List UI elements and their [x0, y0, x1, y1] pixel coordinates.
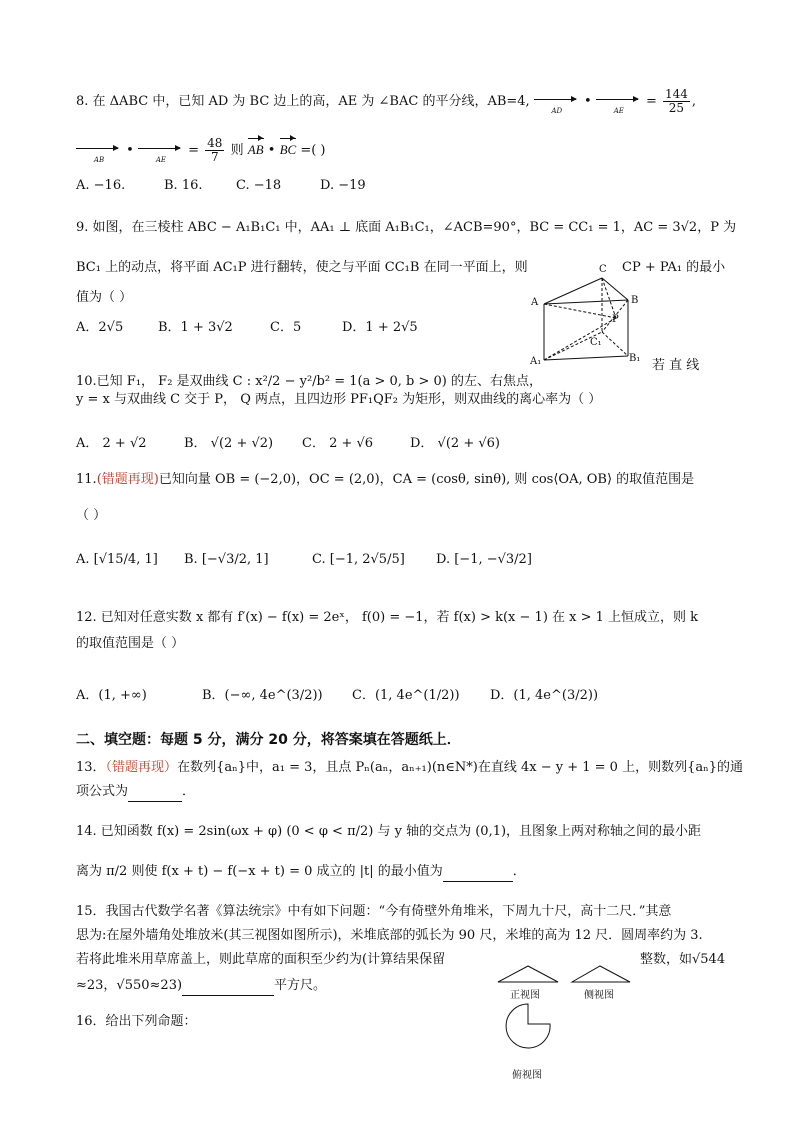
q10-tail-top: 若 直 线: [652, 358, 700, 373]
q12-option-b: B．(−∞, 4e^(3/2)): [202, 688, 323, 703]
q8-option-b: B. 16.: [164, 178, 203, 193]
q11-line1: 11.(错题再现)已知向量 OB = (−2,0)，OC = (2,0)，CA = (cosθ, sinθ), 则 cos⟨OA, OB⟩ 的取值范围是: [76, 472, 695, 487]
q10-option-c: C． 2 + √6: [302, 436, 374, 451]
q9-line1: 9. 如图，在三棱柱 ABC − A₁B₁C₁ 中，AA₁ ⊥ 底面 A₁B₁C₁，∠ACB=90°，BC = CC₁ = 1，AC = 3√2，P 为: [76, 220, 737, 235]
q14-answer-blank[interactable]: [443, 881, 513, 882]
vector-ab: AB: [76, 144, 122, 158]
q15-answer-blank[interactable]: [182, 995, 274, 996]
q10-line1: 10.已知 F₁， F₂ 是双曲线 C : x²/2 − y²/b² = 1(a > 0, b > 0) 的左、右焦点，: [76, 374, 542, 389]
q8-option-d: D. −19: [320, 178, 366, 193]
q13-line1: 13．（错题再现）在数列{aₙ}中，a₁ = 3，且点 Pₙ(aₙ，aₙ₊₁)(n∈N*)在直线 4x − y + 1 = 0 上，则数列{aₙ}的通: [76, 760, 743, 775]
q9-option-c: C．5: [270, 320, 302, 335]
top-view-label: 俯视图: [512, 1070, 542, 1081]
q11-line2: （ ）: [76, 508, 107, 523]
q15-line3: 若将此堆米用草席盖上，则此草席的面积至少约为(计算结果保留 整数，如√544: [76, 952, 726, 967]
q15-line1: 15．我国古代数学名著《算法统宗》中有如下问题：“今有倚壁外角堆米，下周九十尺，高十二尺．”其意: [76, 904, 672, 919]
q14-line1: 14. 已知函数 f(x) = 2sin(ωx + φ) (0 < φ < π/2) 与 y 轴的交点为 (0,1)，且图象上两对称轴之间的最小距: [76, 824, 702, 839]
q10-line2: y = x 与双曲线 C 交于 P， Q 两点，且四边形 PF₁QF₂ 为矩形，则双曲线的离心率为（ ）: [76, 392, 602, 407]
q12-option-a: A．(1, +∞): [76, 688, 147, 703]
q9-line2: BC₁ 上的动点，将平面 AC₁P 进行翻转，使之与平面 CC₁B 在同一平面上，则 CP + PA₁ 的最小: [76, 260, 726, 275]
q13-line2: 项公式为 ．: [76, 782, 195, 802]
q11-option-d: D. [−1, −√3/2]: [436, 552, 532, 567]
q9-option-b: B．1 + 3√2: [158, 320, 233, 335]
q9-option-a: A．2√5: [76, 320, 124, 335]
q10-option-a: A． 2 + √2: [76, 436, 147, 451]
figure-label-b: B: [631, 295, 639, 306]
q11-tag: (错题再现): [96, 472, 159, 487]
q10-option-b: B． √(2 + √2): [184, 436, 274, 451]
section2-heading: 二、填空题：每题 5 分，满分 20 分，将答案填在答题纸上．: [76, 732, 461, 748]
q11-option-c: C. [−1, 2√5/5]: [312, 552, 405, 567]
vector-ad: AD: [534, 95, 580, 109]
q12-option-c: C．(1, 4e^(1/2)): [352, 688, 460, 703]
side-view-label: 侧视图: [584, 990, 614, 1001]
q8-line2: AB • AE = $\frac{48}{7}$ 则 AB • BC =( ): [76, 136, 326, 164]
q15-line2: 思为:在屋外墙角处堆放米(其三视图如图所示)，米堆底部的弧长为 90 尺，米堆的高为 12 尺．圆周率约为 3.: [76, 928, 703, 943]
q9-option-d: D．1 + 2√5: [342, 320, 418, 335]
three-views-figure: [494, 960, 654, 1080]
fraction-48-7: $\frac{48}{7}$: [207, 136, 223, 164]
figure-label-a1: A₁: [530, 356, 542, 367]
q13-tag: （错题再现）: [105, 760, 178, 775]
q15-line4: ≈23，√550≈23) 平方尺。: [76, 976, 326, 996]
q11-option-a: A. [√15/4, 1]: [76, 552, 158, 567]
q12-option-d: D．(1, 4e^(3/2)): [490, 688, 599, 703]
vector-bc: BC: [280, 136, 297, 160]
q12-line1: 12. 已知对任意实数 x 都有 f′(x) − f(x) = 2eˣ， f(0) = −1，若 f(x) > k(x − 1) 在 x > 1 上恒成立，则 k: [76, 610, 699, 625]
q13-answer-blank[interactable]: [128, 801, 182, 802]
q10-option-d: D． √(2 + √6): [410, 436, 500, 451]
q8-option-c: C. −18: [236, 178, 282, 193]
vector-ae-2: AE: [138, 144, 184, 158]
figure-label-b1: B₁: [629, 353, 641, 364]
front-view-label: 正视图: [510, 990, 540, 1001]
vector-ae: AE: [596, 95, 642, 109]
q16-line1: 16．给出下列命题：: [76, 1014, 197, 1029]
q9-line3: 值为（ ）: [76, 290, 133, 305]
figure-label-p: P: [612, 314, 619, 325]
figure-label-a: A: [531, 297, 539, 308]
q8-line1: 8. 在 ΔABC 中，已知 AD 为 BC 边上的高，AE 为 ∠BAC 的平分线，AB=4, AD • AE = $\frac{144}{25}$ ,: [76, 87, 697, 115]
vector-ab-bold: AB: [248, 136, 264, 160]
q11-option-b: B. [−√3/2, 1]: [184, 552, 269, 567]
figure-label-c1: C₁: [590, 337, 602, 348]
fraction-144-25: $\frac{144}{25}$: [664, 87, 688, 115]
q12-line2: 的取值范围是（ ）: [76, 636, 185, 651]
figure-label-c: C: [599, 264, 607, 275]
q14-line2: 离为 π/2 则使 f(x + t) − f(−x + t) = 0 成立的 |t| 的最小值为 ．: [76, 862, 526, 882]
q8-option-a: A. −16.: [76, 178, 126, 193]
